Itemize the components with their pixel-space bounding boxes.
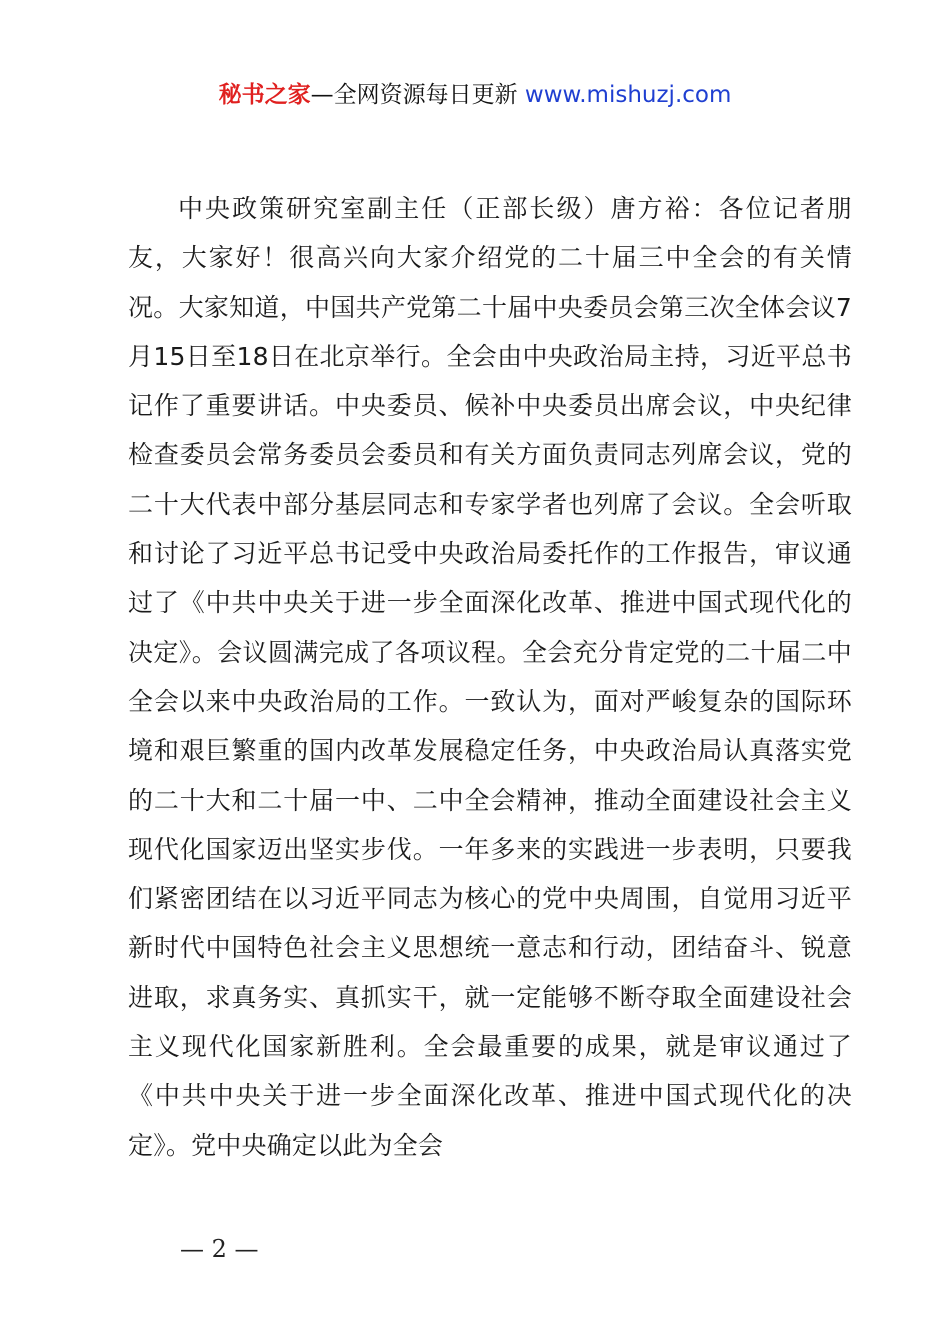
body-paragraph: 中央政策研究室副主任（正部长级）唐方裕：各位记者朋友，大家好！很高兴向大家介绍党的二十届三中全会的有关情况。大家知道，中国共产党第二十届中央委员会第三次全体会议7月15日至18日在北京举行。全会由中央政治局主持，习近平总书记作了重要讲话。中央委员、候补中央委员出席会议，中央纪律检查委员会常务委员会委员和有关方面负责同志列席会议，党的二十大代表中部分基层同志和专家学者也列席了会议。全会听取和讨论了习近平总书记受中央政治局委托作的工作报告，审议通过了《中共中央关于进一步全面深化改革、推进中国式现代化的决定》。会议圆满完成了各项议程。全会充分肯定党的二十届二中全会以来中央政治局的工作。一致认为，面对严峻复杂的国际环境和艰巨繁重的国内改革发展稳定任务，中央政治局认真落实党的二十大和二十届一中、二中全会精神，推动全面建设社会主义现代化国家迈出坚实步伐。一年多来的实践进一步表明，只要我们紧密团结在以习近平同志为核心的党中央周围，自觉用习近平新时代中国特色社会主义思想统一意志和行动，团结奋斗、锐意进取，求真务实、真抓实干，就一定能够不断夺取全面建设社会主义现代化国家新胜利。全会最重要的成果，就是审议通过了《中共中央关于进一步全面深化改革、推进中国式现代化的决定》。党中央确定以此为全会 (128, 194, 852, 1160)
site-header (0, 78, 950, 112)
page-number: — 2 — (180, 1235, 259, 1263)
site-url-link[interactable]: www.mishuzj.com (524, 82, 732, 108)
brand-name: 秘书之家 (218, 82, 311, 108)
header-tagline: —全网资源每日更新 (310, 82, 518, 108)
